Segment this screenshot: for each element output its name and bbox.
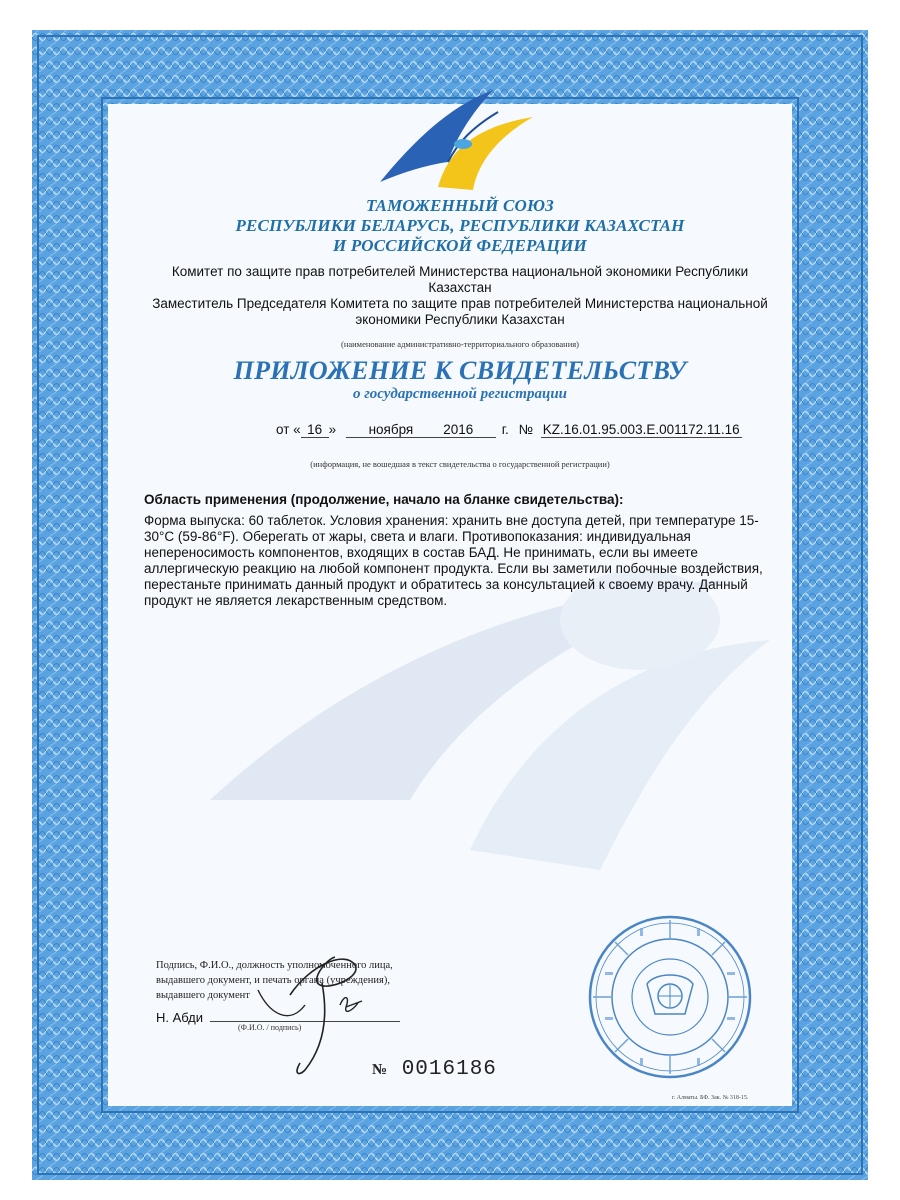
signature-line-3: выдавшего документ xyxy=(156,990,250,1001)
scope-heading: Область применения (продолжение, начало на бланке свидетельства): xyxy=(144,492,624,507)
scope-line-1: Форма выпуска: 60 таблеток. Условия хранения: хранить вне доступа детей, при температуре 15- xyxy=(144,513,759,528)
number-sign: № xyxy=(518,422,533,437)
info-note: (информация, не вошедшая в текст свидетельства о государственной регистрации) xyxy=(310,459,610,469)
printer-note: г. Алматы. БФ. Зак. № 318-15. xyxy=(672,1095,749,1101)
date-year: 2016 xyxy=(443,422,474,437)
committee-line-2: Казахстан xyxy=(428,280,492,295)
union-line-3: И РОССИЙСКОЙ ФЕДЕРАЦИИ xyxy=(333,236,587,255)
committee-line-3: Заместитель Председателя Комитета по защите прав потребителей Министерства национальной xyxy=(152,296,768,311)
committee-block xyxy=(140,264,780,328)
committee-line-4: экономики Республики Казахстан xyxy=(355,312,565,327)
scope-line-4: аллергическую реакцию на любой компонент продукта. Если вы заметили побочные воздействия, xyxy=(144,561,763,576)
date-month-year xyxy=(346,422,496,438)
registration-number: KZ.16.01.95.003.E.001172.11.16 xyxy=(542,422,740,437)
admin-note: (наименование административно-территориального образования) xyxy=(340,339,579,349)
committee-line-1: Комитет по защите прав потребителей Министерства национальной экономики Республики xyxy=(171,264,749,279)
form-number-sign: № xyxy=(372,1062,389,1078)
signer-name: Н. Абди xyxy=(156,1010,203,1025)
document-title: ПРИЛОЖЕНИЕ К СВИДЕТЕЛЬСТВУ xyxy=(233,356,687,385)
date-line xyxy=(276,422,742,438)
scope-line-2: 30°С (59-86°F). Оберегать от жары, света и влаги. Противопоказания: индивидуальная xyxy=(144,529,691,544)
union-line-2: РЕСПУБЛИКИ БЕЛАРУСЬ, РЕСПУБЛИКИ КАЗАХСТАН xyxy=(235,216,685,235)
customs-union-logo-icon xyxy=(378,82,538,192)
scope-line-3: непереносимость компонентов, входящих в состав БАД. Не принимать, если вы имеете xyxy=(144,545,698,560)
date-month: ноября xyxy=(368,422,414,437)
date-from-label: от « xyxy=(276,422,301,437)
form-number xyxy=(372,1058,497,1081)
document-subtitle: о государственной регистрации xyxy=(352,386,568,402)
signature-line-2: выдавшего документ, и печать органа (учреждения), xyxy=(156,975,390,986)
date-year-suffix: г. xyxy=(501,422,509,437)
scope-line-6: продукт не является лекарственным средством. xyxy=(144,593,448,608)
union-line-1: ТАМОЖЕННЫЙ СОЮЗ xyxy=(366,196,554,215)
date-day: 16 xyxy=(301,422,329,438)
form-number-value: 0016186 xyxy=(401,1058,497,1081)
signature-line-1: Подпись, Ф.И.О., должность уполномоченного лица, xyxy=(156,960,393,971)
date-close-quote: » xyxy=(328,422,337,437)
union-header xyxy=(180,196,740,256)
scope-line-5: перестаньте принимать данный продукт и обратитесь за консультацией к своему врачу. Данный xyxy=(144,577,748,592)
fio-note: (Ф.И.О. / подпись) xyxy=(238,1023,302,1032)
handwritten-signature xyxy=(250,945,380,1080)
official-stamp-icon xyxy=(585,912,755,1082)
scope-text xyxy=(144,513,794,609)
